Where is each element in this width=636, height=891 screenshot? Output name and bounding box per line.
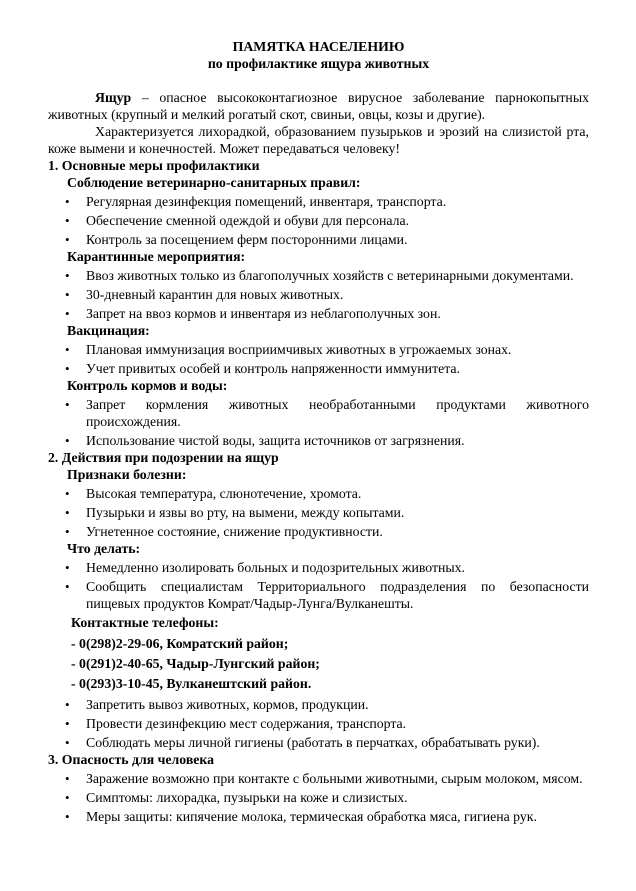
contacts-title: Контактные телефоны: xyxy=(71,615,219,630)
list-item: • Соблюдать меры личной гигиены (работать в перчатках, обрабатывать руки). xyxy=(48,734,589,751)
group-feed-title: Контроль кормов и воды: xyxy=(67,378,228,393)
group-sanitary-list xyxy=(48,193,589,248)
list-item: • Сообщить специалистам Территориального подразделения по безопасности пищевых продуктов Комрат/Чадыр-Лунга/Вулканешты. xyxy=(48,578,589,612)
list-item: • Контроль за посещением ферм посторонними лицами. xyxy=(48,231,589,248)
list-item: • Симптомы: лихорадка, пузырьки на коже и слизистых. xyxy=(48,789,589,806)
todo-title: Что делать: xyxy=(67,541,141,556)
section-3-heading: 3. Опасность для человека xyxy=(48,752,215,767)
signs-list xyxy=(48,485,589,540)
list-item: • Плановая иммунизация восприимчивых животных в угрожаемых зонах. xyxy=(48,341,589,358)
section-2-heading: 2. Действия при подозрении на ящур xyxy=(48,450,279,465)
intro-characteristics: Характеризуется лихорадкой, образованием пузырьков и эрозий на слизистой рта, коже вымени и конечностей. Может передаваться человеку! xyxy=(48,124,589,156)
list-item: • Меры защиты: кипячение молока, термическая обработка мяса, гигиена рук. xyxy=(48,808,589,825)
group-vaccination-title: Вакцинация: xyxy=(67,323,150,338)
list-item: • Пузырьки и язвы во рту, на вымени, между копытами. xyxy=(48,504,589,521)
section-1-heading: 1. Основные меры профилактики xyxy=(48,158,260,173)
phone-vulcanesti: - 0(293)3-10-45, Вулканештский район. xyxy=(71,676,312,691)
list-item: • Запрет на ввоз кормов и инвентаря из неблагополучных зон. xyxy=(48,305,589,322)
list-item: • Учет привитых особей и контроль напряженности иммунитета. xyxy=(48,360,589,377)
page-subtitle: по профилактике ящура животных xyxy=(207,56,430,71)
list-item: • Высокая температура, слюнотечение, хромота. xyxy=(48,485,589,502)
phone-comrat: - 0(298)2-29-06, Комратский район; xyxy=(71,636,289,651)
group-quarantine-title: Карантинные мероприятия: xyxy=(67,249,246,264)
human-danger-list xyxy=(48,770,589,825)
list-item: • 30-дневный карантин для новых животных. xyxy=(48,286,589,303)
list-item: • Немедленно изолировать больных и подозрительных животных. xyxy=(48,559,589,576)
phone-ceadir-lunga: - 0(291)2-40-65, Чадыр-Лунгский район; xyxy=(71,656,320,671)
list-item: • Провести дезинфекцию мест содержания, транспорта. xyxy=(48,715,589,732)
list-item: • Регулярная дезинфекция помещений, инвентаря, транспорта. xyxy=(48,193,589,210)
list-item: • Использование чистой воды, защита источников от загрязнения. xyxy=(48,432,589,449)
list-item: • Запрет кормления животных необработанными продуктами животного происхождения. xyxy=(48,396,589,430)
list-item: • Угнетенное состояние, снижение продуктивности. xyxy=(48,523,589,540)
memo-document xyxy=(48,38,589,825)
signs-title: Признаки болезни: xyxy=(67,467,187,482)
group-quarantine-list xyxy=(48,267,589,322)
list-item: • Запретить вывоз животных, кормов, продукции. xyxy=(48,696,589,713)
intro-paragraph xyxy=(48,89,589,123)
list-item: • Ввоз животных только из благополучных хозяйств с ветеринарными документами. xyxy=(48,267,589,284)
intro-definition: – опасное высококонтагиозное вирусное заболевание парнокопытных животных (крупный и мелкий рогатый скот, свиньи, овцы, козы и другие). xyxy=(48,90,589,122)
list-item: • Заражение возможно при контакте с больными животными, сырым молоком, мясом. xyxy=(48,770,589,787)
todo-list xyxy=(48,559,589,612)
list-item: • Обеспечение сменной одеждой и обуви для персонала. xyxy=(48,212,589,229)
page-title: ПАМЯТКА НАСЕЛЕНИЮ xyxy=(232,39,405,54)
group-vaccination-list xyxy=(48,341,589,377)
after-actions-list xyxy=(48,696,589,751)
group-sanitary-title: Соблюдение ветеринарно-санитарных правил: xyxy=(67,175,361,190)
intro-term: Ящур xyxy=(95,90,132,105)
group-feed-list xyxy=(48,396,589,449)
